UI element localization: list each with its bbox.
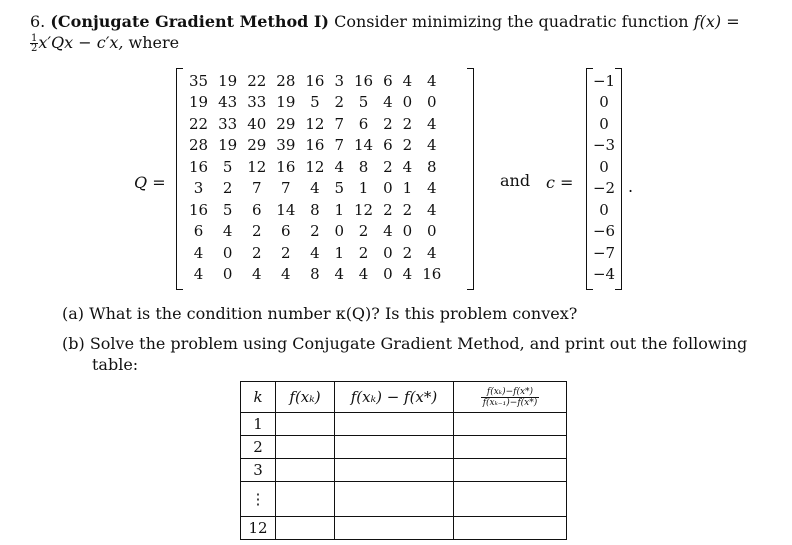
row-k: 12 [241,517,276,540]
results-header-row [241,382,567,413]
q-cell: 2 [281,243,291,262]
empty-cell [454,413,567,436]
q-row [184,242,446,264]
q-matrix-table [184,70,446,285]
q-cell: 16 [276,157,296,176]
q-cell: 4 [402,71,413,90]
c-label: c = [546,173,574,192]
right-bracket [467,68,474,290]
q-cell: 19 [218,136,238,155]
c-cell: −1 [592,71,616,90]
q-cell: 4 [310,179,320,198]
q-row [184,264,446,286]
ratio-numerator: f(xₖ)−f(x*) [481,387,540,398]
q-cell: 35 [189,71,209,90]
q-cell: 7 [334,114,345,133]
ratio-fraction [481,387,540,408]
q-cell: 4 [193,265,204,284]
function-expression: x′Qx − c′x, [38,33,124,52]
q-row [184,70,446,92]
c-cell: 0 [599,157,609,176]
q-cell: 39 [276,136,296,155]
ratio-denominator: f(xₖ₋₁)−f(x*) [482,397,538,408]
q-cell: 2 [358,222,369,241]
q-cell: 8 [310,265,320,284]
q-cell: 16 [354,71,374,90]
q-cell: 22 [189,114,209,133]
q-cell: 4 [383,93,393,112]
q-cell: 4 [426,200,437,219]
q-cell: 6 [193,222,204,241]
header-gap: f(xₖ) − f(x*) [335,382,454,413]
q-cell: 8 [358,157,369,176]
q-cell: 29 [247,136,267,155]
q-cell: 2 [402,243,413,262]
q-row [184,221,446,243]
empty-cell [454,482,567,517]
q-cell: 6 [281,222,291,241]
q-cell: 2 [334,93,345,112]
q-cell: 5 [310,93,320,112]
q-cell: 28 [189,136,209,155]
part-b [62,334,747,354]
q-cell: 3 [193,179,204,198]
c-row [592,199,616,221]
q-row [184,199,446,221]
q-row [184,113,446,135]
empty-cell [335,517,454,540]
c-cell: −6 [592,222,616,241]
q-cell: 4 [426,179,437,198]
c-row [592,156,616,178]
results-body [241,413,567,540]
q-cell: 2 [358,243,369,262]
table-row [241,517,567,540]
table-row [241,436,567,459]
q-cell: 0 [383,179,393,198]
q-cell: 4 [193,243,204,262]
q-cell: 8 [426,157,437,176]
q-cell: 5 [222,200,233,219]
empty-cell [454,517,567,540]
empty-cell [454,436,567,459]
part-a-text: What is the condition number κ(Q)? Is this problem convex? [89,304,578,323]
q-cell: 12 [305,157,325,176]
q-cell: 2 [310,222,320,241]
empty-cell [276,482,335,517]
row-k: 2 [241,436,276,459]
c-row [592,264,616,286]
problem-title: (Conjugate Gradient Method I) [50,12,329,31]
q-cell: 0 [426,93,437,112]
c-cell: 0 [599,114,609,133]
q-cell: 0 [426,222,437,241]
q-cell: 2 [383,157,393,176]
q-cell: 0 [383,265,393,284]
c-row [592,135,616,157]
q-cell: 19 [189,93,209,112]
q-cell: 1 [358,179,369,198]
q-cell: 1 [334,200,345,219]
problem-number: 6. [30,12,46,31]
c-cell: 0 [599,200,609,219]
q-cell: 4 [402,157,413,176]
q-cell: 19 [276,93,296,112]
c-row [592,242,616,264]
empty-cell [335,413,454,436]
q-row [184,135,446,157]
empty-cell [276,517,335,540]
function-lhs: f(x) = [693,12,740,31]
part-a-label: (a) [62,304,85,323]
empty-cell [276,436,335,459]
row-k: 1 [241,413,276,436]
q-cell: 4 [426,243,437,262]
c-row [592,113,616,135]
q-cell: 28 [276,71,296,90]
q-cell: 5 [334,179,345,198]
part-b-text-2: table: [92,355,139,374]
header-ratio [454,382,567,413]
problem-line-1 [30,12,740,32]
empty-cell [276,459,335,482]
where-word: where [128,33,180,52]
and-word: and [500,171,531,190]
q-cell: 12 [305,114,325,133]
q-cell: 19 [218,71,238,90]
part-a [62,304,577,324]
q-cell: 4 [251,265,262,284]
c-cell: −3 [592,136,616,155]
q-cell: 12 [247,157,267,176]
q-cell: 3 [334,71,345,90]
q-cell: 4 [281,265,291,284]
q-cell: 2 [402,136,413,155]
q-cell: 33 [247,93,267,112]
q-cell: 2 [402,200,413,219]
q-cell: 6 [251,200,262,219]
q-cell: 4 [310,243,320,262]
table-row [241,413,567,436]
q-cell: 14 [276,200,296,219]
q-cell: 16 [422,265,442,284]
c-vector-table [592,70,616,285]
q-cell: 4 [426,114,437,133]
q-cell: 16 [305,71,325,90]
q-row [184,156,446,178]
q-cell: 0 [334,222,345,241]
empty-cell [335,436,454,459]
q-cell: 2 [383,200,393,219]
c-cell: −2 [592,179,616,198]
half-numerator: 1 [31,33,38,44]
q-cell: 16 [189,200,209,219]
q-cell: 2 [251,222,262,241]
q-cell: 2 [251,243,262,262]
q-cell: 4 [426,71,437,90]
empty-cell [335,482,454,517]
c-row [592,92,616,114]
q-cell: 1 [334,243,345,262]
q-cell: 0 [383,243,393,262]
c-vector [586,68,622,288]
problem-line-2 [30,33,179,53]
q-cell: 16 [305,136,325,155]
q-cell: 6 [358,114,369,133]
q-cell: 7 [334,136,345,155]
q-cell: 4 [334,157,345,176]
q-cell: 4 [222,222,233,241]
q-cell: 4 [334,265,345,284]
empty-cell [276,413,335,436]
empty-cell [454,459,567,482]
header-fxk: f(xₖ) [276,382,335,413]
period: . [628,177,634,196]
q-cell: 2 [383,114,393,133]
row-k: ⋮ [241,482,276,517]
q-cell: 4 [426,136,437,155]
c-row [592,178,616,200]
q-cell: 2 [402,114,413,133]
q-cell: 6 [383,136,393,155]
c-row [592,221,616,243]
c-cell: 0 [599,93,609,112]
q-cell: 4 [358,265,369,284]
c-row [592,70,616,92]
q-cell: 4 [383,222,393,241]
table-row [241,482,567,517]
q-row [184,92,446,114]
q-row [184,178,446,200]
q-cell: 22 [247,71,267,90]
q-cell: 16 [189,157,209,176]
q-cell: 1 [402,179,413,198]
half-denominator: 2 [31,43,38,54]
part-b-text: Solve the problem using Conjugate Gradient Method, and print out the following [89,334,748,353]
q-cell: 29 [276,114,296,133]
right-bracket [615,68,622,290]
header-k: k [241,382,276,413]
q-cell: 5 [358,93,369,112]
q-matrix [176,68,474,288]
q-cell: 0 [222,243,233,262]
left-bracket [176,68,183,290]
q-cell: 0 [222,265,233,284]
q-cell: 6 [383,71,393,90]
q-cell: 8 [310,200,320,219]
problem-intro: Consider minimizing the quadratic function [334,12,689,31]
q-cell: 0 [402,93,413,112]
q-cell: 7 [281,179,291,198]
q-cell: 2 [222,179,233,198]
empty-cell [335,459,454,482]
c-cell: −4 [592,265,616,284]
q-cell: 33 [218,114,238,133]
q-cell: 7 [251,179,262,198]
q-cell: 5 [222,157,233,176]
table-row [241,459,567,482]
q-cell: 4 [402,265,413,284]
row-k: 3 [241,459,276,482]
q-cell: 14 [354,136,374,155]
q-cell: 0 [402,222,413,241]
q-cell: 43 [218,93,238,112]
c-cell: −7 [592,243,616,262]
part-b-label: (b) [62,334,85,353]
q-label: Q = [134,173,166,192]
q-cell: 12 [354,200,374,219]
results-table [240,381,567,540]
q-cell: 40 [247,114,267,133]
